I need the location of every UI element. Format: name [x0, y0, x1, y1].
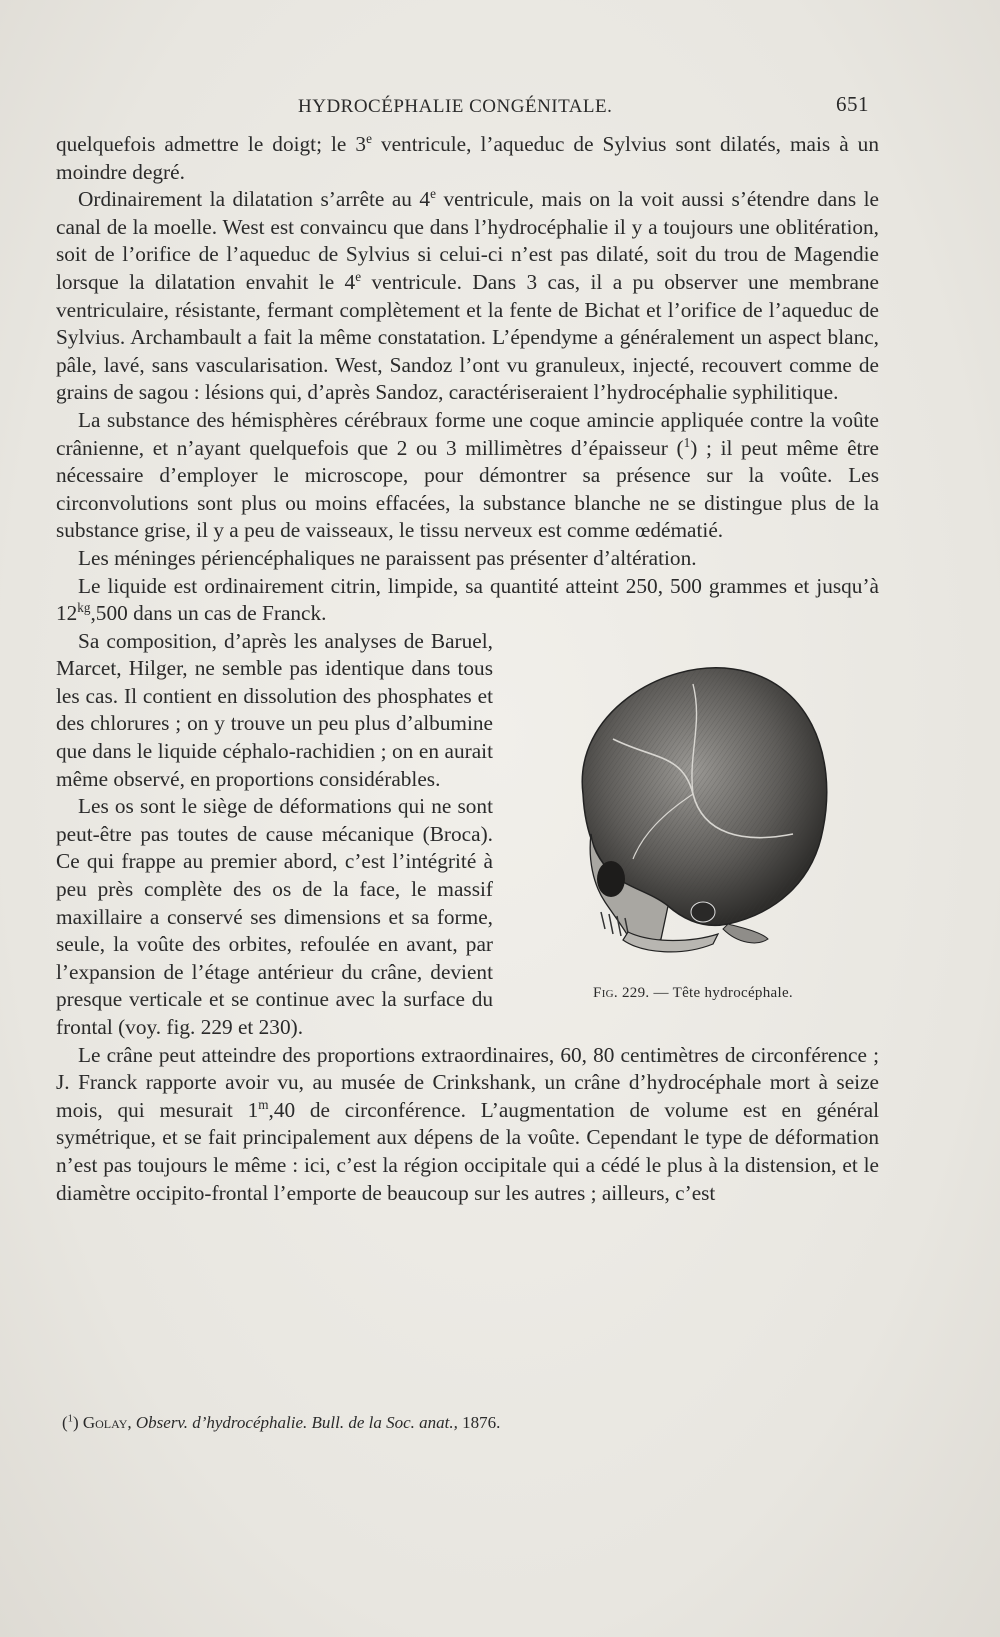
figure-caption [507, 980, 879, 1008]
paragraph-3-part-a: La substance des hémisphères cérébraux forme une coque amincie appliquée contre la voûte crânienne, et n’ayant quelquefois que 2 ou 3 millimètres d’épaisseur ( [56, 407, 879, 460]
paragraph-4: Les méninges périencéphaliques ne paraissent pas présenter d’altération. [78, 545, 697, 570]
figure-label: Fig. 229. [593, 984, 650, 1001]
running-title: HYDROCÉPHALIE CONGÉNITALE. [298, 96, 613, 117]
footnote-work: Observ. d’hydrocéphalie. Bull. de la Soc. anat., [135, 1413, 458, 1432]
paragraph-3 [56, 407, 879, 545]
paragraph-6: Sa composition, d’après les analyses de Baruel, Marcet, Hilger, ne semble pas identique dans tous les cas. Il contient en dissolution des phosphates et des chlorures ; on y trouve un peu plus d’albumine que dans le liquide céphalo-rachidien ; on en aurait même observé, en proportions considérables. [56, 628, 493, 791]
caption-separator: — [653, 984, 669, 1001]
paragraph-1: quelquefois admettre le doigt; le 3e ventricule, l’aqueduc de Sylvius sont dilatés, mais à un moindre degré. [56, 130, 879, 184]
paragraph-2: Ordinairement la dilatation s’arrête au 4e ventricule, mais on la voit aussi s’étendre dans le canal de la moelle. West est convaincu que dans l’hydrocéphalie il y a toujours une oblitération, soit de l’orifice de l’aqueduc de Sylvius si celui-ci n’est pas dilaté, soit du trou de Magendie lorsque la dilatation envahit le 4e ventricule. Dans 3 cas, il a pu observer une membrane ventriculaire, résistante, fermant complètement et la fente de Bichat et l’orifice de l’aqueduc de Sylvius. Archambault a fait la même constatation. L’épendyme a généralement un aspect blanc, pâle, lavé, sans vascularisation. West, Sandoz l’ont vu granuleux, injecté, recouvert comme de grains de sagou : lésions qui, d’après Sandoz, caractériseraient l’hydrocéphalie syphilitique. [56, 186, 880, 405]
page-header [0, 92, 1000, 122]
paragraph-3-part-b: ) ; il peut même être nécessaire d’employer le microscope, pour démontrer sa présence sur la voûte. Les circonvolutions sont plus ou moins effacées, la substance blanche ne se distingue plus de la substance grise, il y a peu de vaisseaux, le tissu nerveux est comme œdématié. [56, 435, 879, 543]
page-number: 651 [836, 92, 869, 116]
figure-229 [507, 630, 879, 1020]
footnote [62, 1413, 882, 1433]
footnote-reference[interactable]: 1 [683, 434, 691, 450]
paragraph-7: Les os sont le siège de déformations qui ne sont peut-être pas toutes de cause mécanique (Broca). Ce qui frappe au premier abord, c’est l’intégrité à peu près complète des os de la face, le massif maxillaire a conservé ses dimensions et sa forme, seule, la voûte des orbites, refoulée en avant, par l’expansion de l’étage antérieur du crâne, devient presque verticale et se continue avec la surface du frontal (voy. fig. 229 et 230). [56, 794, 493, 1039]
paragraph-8: Le crâne peut atteindre des proportions extraordinaires, 60, 80 centimètres de circonférence ; J. Franck rapporte avoir vu, au musée de Crinkshank, un crâne d’hydrocéphale mort à seize mois, qui mesurait 1$^m$,40 de circonférence. L’augmentation de volume est en général symétrique, et se fait principalement aux dépens de la voûte. Cependant le type de déformation n’est pas toujours le même : ici, c’est la région occipitale qui a cédé le plus à la distension, et le diamètre occipito-frontal l’emporte de beaucoup sur les autres ; ailleurs, c’est [56, 1042, 879, 1205]
footnote-marker: ($^1$) [62, 1413, 79, 1432]
footnote-year: 1876. [462, 1413, 501, 1432]
body-text [56, 131, 879, 1207]
caption-text: Tête hydrocéphale. [672, 984, 793, 1001]
paragraph-5: Le liquide est ordinairement citrin, limpide, sa quantité atteint 250, 500 grammes et jusqu’à $12^{kg},500$ dans un cas de Franck. [56, 573, 879, 626]
footnote-author: Golay, [82, 1413, 132, 1432]
skull-illustration [543, 644, 843, 964]
